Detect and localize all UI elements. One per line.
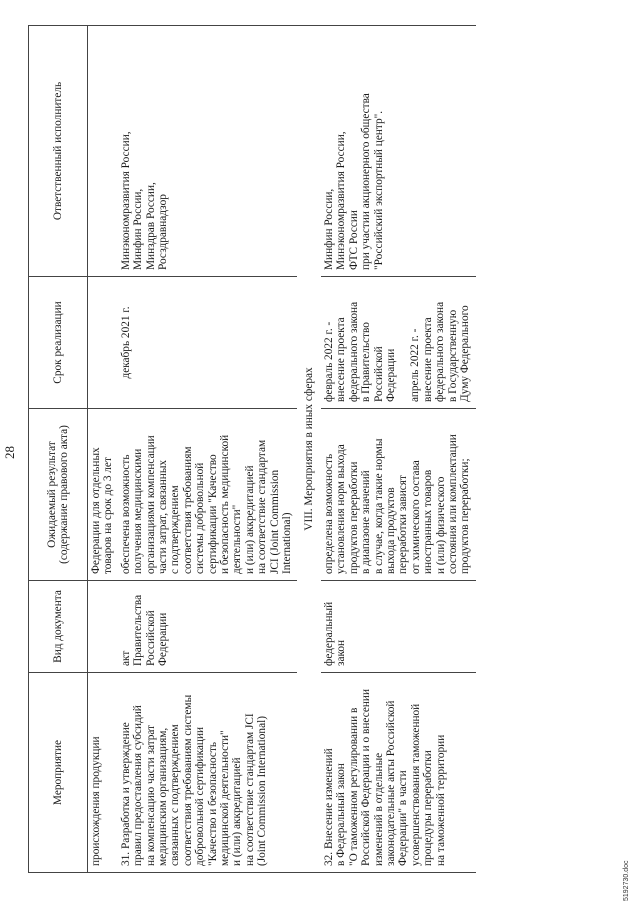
- header-executor: Ответственный исполнитель: [29, 26, 88, 277]
- cell-doc-type: федеральный закон: [321, 581, 476, 673]
- table-row: [88, 26, 118, 873]
- file-reference: 5192730.doc: [623, 860, 630, 901]
- measures-table: [28, 25, 476, 873]
- cell-executor: Минфин России, Минэкономразвития России, ФТС России при участии акционерного общества "Российский экспортный центр".: [321, 26, 476, 277]
- header-expected-result: Ожидаемый результат (содержание правового акта): [29, 409, 88, 581]
- table-row: [118, 26, 297, 873]
- cell-doc-type: акт Правительства Российской Федерации: [118, 581, 297, 673]
- table-header-row: [29, 26, 88, 873]
- cell-deadline: декабрь 2021 г.: [118, 277, 297, 409]
- header-doc-type: Вид документа: [29, 581, 88, 673]
- cell-result: обеспечена возможность получения медицинскими организациями компенсации части затрат, связанных с подтверждением соответствия требованиям системы добровольной сертификации "Качество и безопасность медицинской деятельности" и (или) аккредитацией на соответствие стандартам JCI (Joint Commission International): [118, 409, 297, 581]
- header-measure: Мероприятие: [29, 673, 88, 873]
- cell-measure: происхождения продукции: [88, 673, 118, 873]
- deadline-stage-2: апрель 2022 г. - внесение проекта федерального закона в Государственную Думу Федерального: [409, 301, 471, 402]
- cell-result: определена возможность установления норм выхода продуктов переработки в диапазоне значений в случае, когда такие нормы выхода продуктов переработки зависят от химического состава иностранных товаров и (или) физического состояния или комплектации продуктов переработки;: [321, 409, 476, 581]
- header-deadline: Срок реализации: [29, 277, 88, 409]
- cell-deadline: [88, 277, 118, 409]
- cell-deadline: [321, 277, 476, 409]
- deadline-stage-1: февраль 2022 г. - внесение проекта федерального закона в Правительство Российской Федерации: [322, 301, 397, 402]
- table-row: [321, 26, 476, 873]
- cell-executor: Минэкономразвития России, Минфин России, Минздрав России, Росздравнадзор: [118, 26, 297, 277]
- section-row: [297, 26, 321, 873]
- cell-result: Федерации для отдельных товаров на срок до 3 лет: [88, 409, 118, 581]
- cell-measure: 32. Внесение изменений в Федеральный закон "О таможенном регулировании в Российской Федерации и о внесении изменений в отдельные законодательные акты Российской Федерации" в части усовершенствования таможенной процедуры переработки на таможенной территории: [321, 673, 476, 873]
- cell-executor: [88, 26, 118, 277]
- section-title: VIII. Мероприятия в иных сферах: [297, 26, 321, 873]
- cell-doc-type: [88, 581, 118, 673]
- page-number: 28: [2, 446, 17, 459]
- cell-measure: 31. Разработка и утверждение правил предоставления субсидий на компенсацию части затрат медицинским организациям, связанных с подтверждением соответствия требованиям системы добровольной сертификации "Качество и безопасность медицинской деятельности" и (или) аккредитацией на соответствие стандартам JCI (Joint Commission International): [118, 673, 297, 873]
